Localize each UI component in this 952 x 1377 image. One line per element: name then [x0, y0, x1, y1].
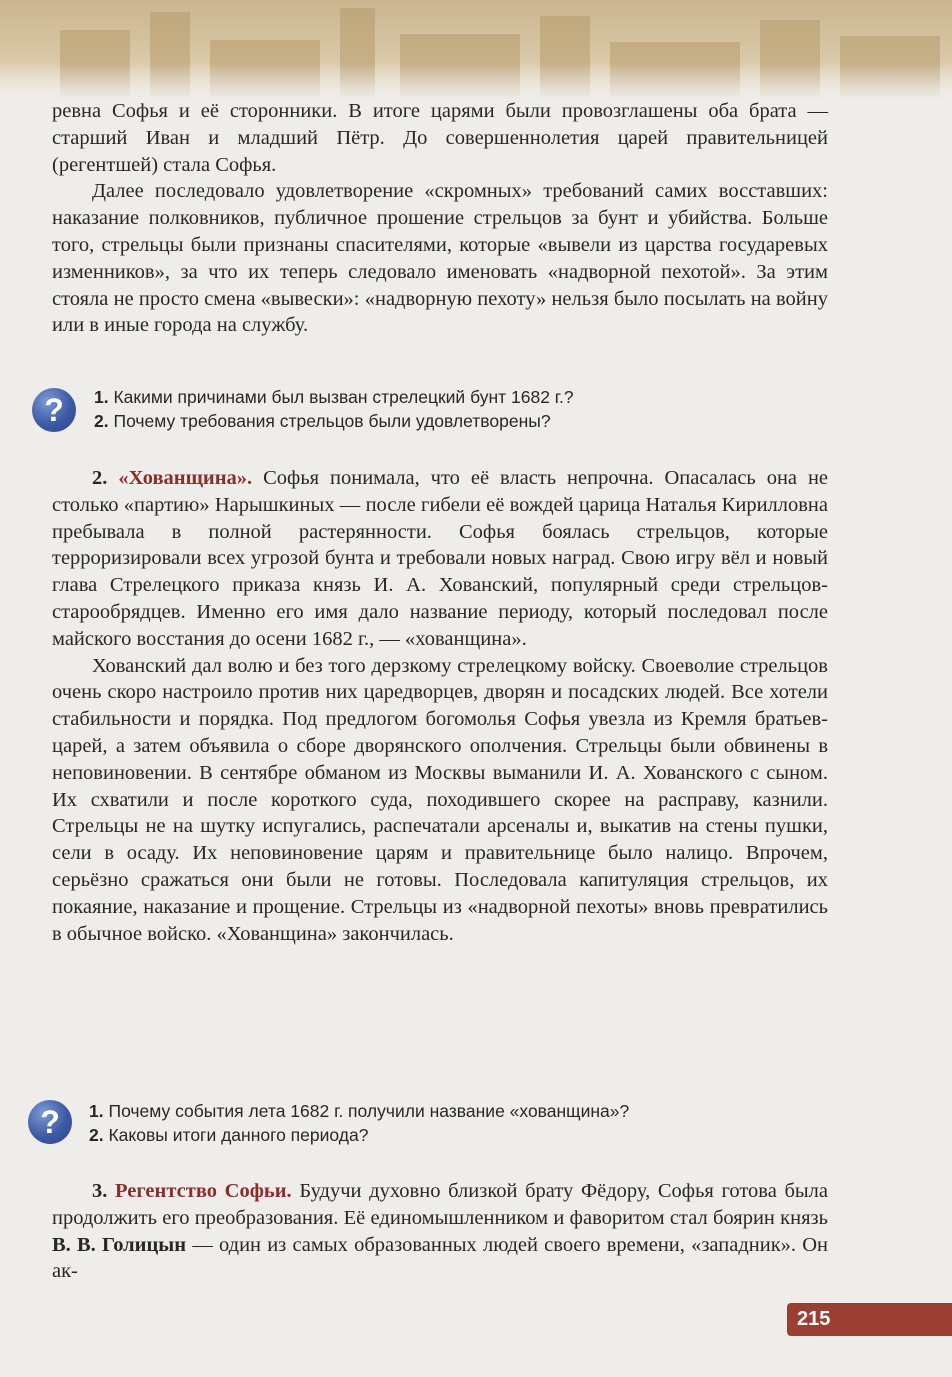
section-3-title: Регентство Софьи. [115, 1180, 292, 1202]
section-2 [52, 465, 828, 947]
question-item: 2. Почему требования стрельцов были удовлетворены? [94, 411, 551, 431]
question-item: 1. Какими причинами был вызван стрелецкий бунт 1682 г.? [94, 387, 574, 407]
questions-block-2 [0, 1094, 952, 1154]
question-item: 2. Каковы итоги данного периода? [89, 1125, 369, 1145]
section-3 [52, 1178, 828, 1285]
question-list-2 [89, 1099, 629, 1147]
questions-block-1 [0, 382, 952, 442]
paragraph-continuation: ревна Софья и её сторонники. В итоге царями были провозглашены оба брата — старший Иван и младший Пётр. До совершеннолетия царей правительницей (регентшей) стала Софья. [52, 100, 828, 176]
page-number: 215 [797, 1308, 831, 1330]
section-3-number: 3. [92, 1180, 108, 1202]
paragraph-demands: Далее последовало удовлетворение «скромных» требований самих восставших: наказание полковников, публичное прошение стрельцов за бунт и убийства. Больше того, стрельцы были признаны спасителями, которые «вывели из царства государевых изменников», за что их теперь следовало именовать «надворной пехотой». За этим стояла не просто смена «вывески»: «надворную пехоту» нельзя было посылать на войну или в иные города на службу. [52, 180, 828, 337]
person-name: В. В. Голицын [52, 1233, 187, 1256]
question-item: 1. Почему события лета 1682 г. получили название «хованщина»? [89, 1101, 630, 1121]
question-icon: ? [28, 1100, 72, 1144]
section-2-number: 2. [92, 467, 108, 489]
question-list-1 [94, 385, 574, 433]
header-banner-illustration [0, 0, 952, 100]
section-2-title: «Хованщина». [118, 467, 253, 489]
question-icon: ? [32, 388, 76, 432]
section-2-paragraph: Хованский дал волю и без того дерзкому стрелецкому войску. Своеволие стрельцов очень скоро настроило против них царедворцев, дворян и посадских людей. Все хотели стабильности и порядка. Под предлогом богомолья Софья увезла из Кремля братьев-царей, а затем объявила о сборе дворянского ополчения. Стрельцы были обвинены в неповиновении. В сентябре обманом из Москвы выманили И. А. Хованского с сыном. Их схватили и после короткого суда, походившего скорее на расправу, казнили. Стрельцы не на шутку испугались, распечатали арсеналы и, выкатив на стены пушки, сели в осаду. Их неповиновение царям и правительнице было налицо. Впрочем, серьёзно сражаться они были не готовы. Последовала капитуляция стрельцов, их покаяние, наказание и прощение. Стрельцы из «надворной пехоты» вновь превратились в обычное войско. «Хованщина» закончилась. [52, 654, 828, 945]
section-3-lead: 3. Регентство Софьи. Будучи духовно близкой брату Фёдору, Софья готова была продолжить его преобразования. Её единомышленником и фаворитом стал боярин князь В. В. Голицын — один из самых образованных людей своего времени, «западник». Он ак- [52, 1180, 828, 1283]
top-text [52, 98, 828, 339]
section-2-lead: 2. «Хованщина». Софья понимала, что её власть непрочна. Опасалась она не столько «партию» Нарышкиных — после гибели её вождей царица Наталья Кирилловна пребывала в полной растерянности. Софья боялась стрельцов, которые терроризировали всех угрозой бунта и требовали новых наград. Свою игру вёл и новый глава Стрелецкого приказа князь И. А. Хованский, популярный среди стрельцов-старообрядцев. Именно его имя дало название периоду, который последовал после майского восстания до осени 1682 г., — «хованщина». [52, 467, 829, 650]
